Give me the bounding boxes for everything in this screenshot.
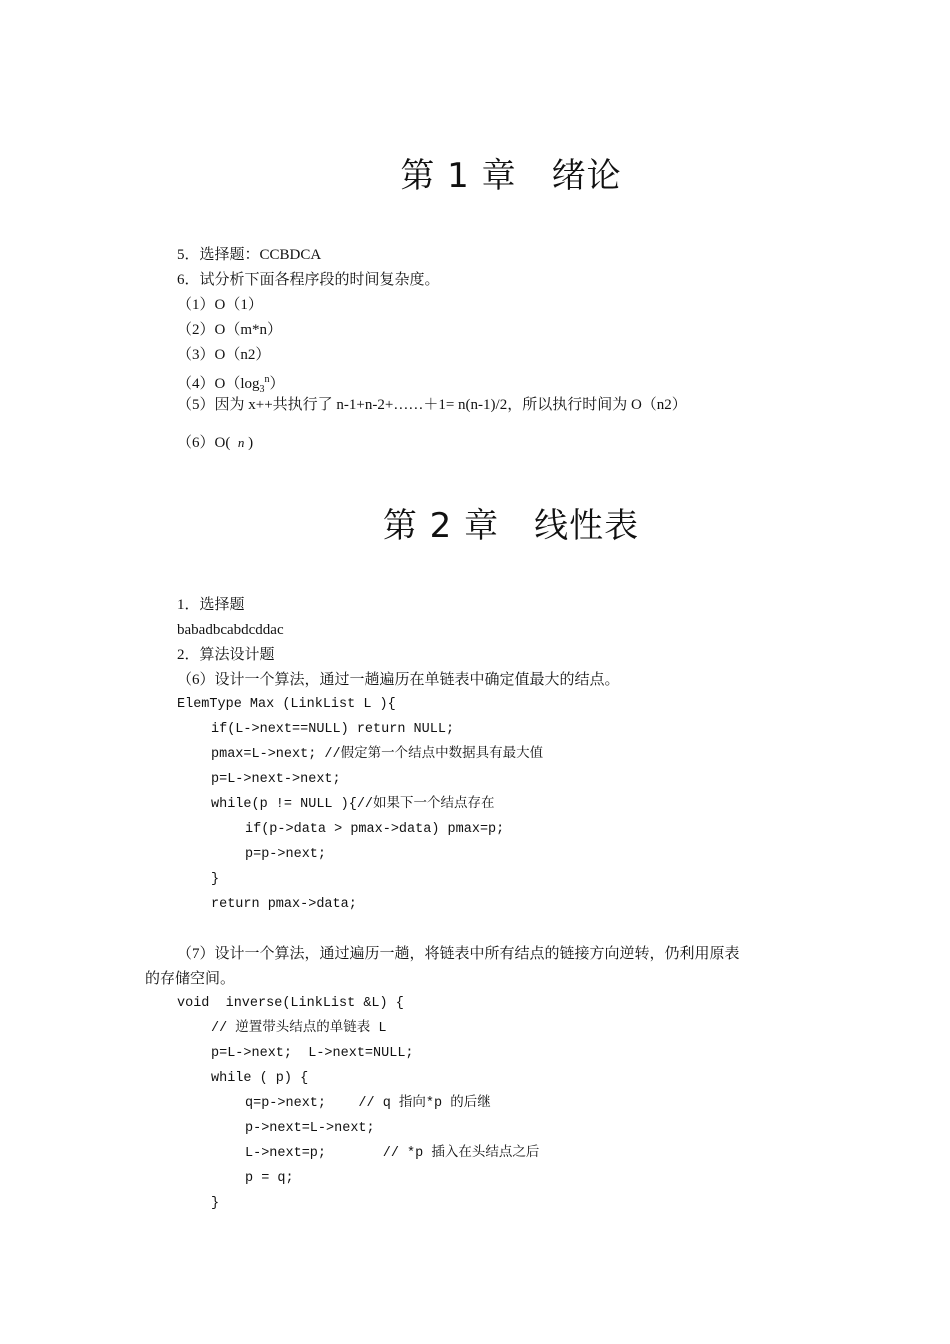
ch2-line-4: （6）设计一个算法，通过一趟遍历在单链表中确定值最大的结点。 (177, 672, 620, 688)
sqrt-suffix: ) (248, 435, 254, 451)
ch1-line-5: （3）O（n2） (177, 347, 271, 363)
ch1-line-sqrt (177, 433, 253, 453)
code1-line-7: p=p->next; (245, 847, 327, 862)
q7-line-2: 的存储空间。 (145, 971, 236, 987)
code2-line-9: } (211, 1196, 220, 1211)
ch1-line-4: （2）O（m*n） (177, 322, 283, 338)
code2-line-3: p=L->next; L->next=NULL; (211, 1046, 414, 1061)
code1-line-1: ElemType Max (LinkList L ){ (177, 697, 396, 712)
log-prefix: （4）O（log (177, 376, 260, 392)
code1-line-2: if(L->next==NULL) return NULL; (211, 722, 455, 737)
code1-line-9: return pmax->data; (211, 897, 357, 912)
log-arg: n (264, 374, 270, 385)
code2-line-8: p = q; (245, 1171, 294, 1186)
code1-line-5: while(p != NULL ){//如果下一个结点存在 (211, 797, 495, 812)
ch2-line-1: 1．选择题 (177, 597, 245, 613)
code1-line-3: pmax=L->next; //假定第一个结点中数据具有最大值 (211, 747, 544, 762)
log-base: 3 (259, 384, 265, 395)
q7-line-1: （7）设计一个算法，通过遍历一趟，将链表中所有结点的链接方向逆转，仍利用原表 (177, 946, 740, 962)
ch1-line-2: 6．试分析下面各程序段的时间复杂度。 (177, 272, 440, 288)
chapter-2-title: 第 2 章 线性表 (382, 506, 640, 546)
code2-line-4: while ( p) { (211, 1071, 309, 1086)
code2-line-2: // 逆置带头结点的单链表 L (211, 1021, 387, 1036)
ch1-line-6: （5）因为 x++共执行了 n-1+n-2+……＋1= n(n-1)/2，所以执行时间为 O（n2） (177, 397, 687, 413)
sqrt-prefix: （6）O( (177, 435, 231, 451)
code2-line-6: p->next=L->next; (245, 1121, 375, 1136)
code1-line-8: } (211, 872, 220, 887)
code1-line-4: p=L->next->next; (211, 772, 341, 787)
chapter-1-title: 第 1 章 绪论 (400, 156, 622, 196)
code2-line-5: q=p->next; // q 指向*p 的后继 (245, 1096, 491, 1111)
code2-line-7: L->next=p; // *p 插入在头结点之后 (245, 1146, 540, 1161)
ch2-line-2: babadbcabdcddac (177, 622, 284, 638)
ch1-line-3: （1）O（1） (177, 297, 263, 313)
ch1-line-1: 5．选择题：CCBDCA (177, 247, 322, 263)
sqrt-var: n (237, 435, 245, 450)
ch2-line-3: 2．算法设计题 (177, 647, 275, 663)
code1-line-6: if(p->data > pmax->data) pmax=p; (245, 822, 505, 837)
code2-line-1: void inverse(LinkList &L) { (177, 996, 404, 1011)
log-suffix: ） (269, 376, 285, 392)
